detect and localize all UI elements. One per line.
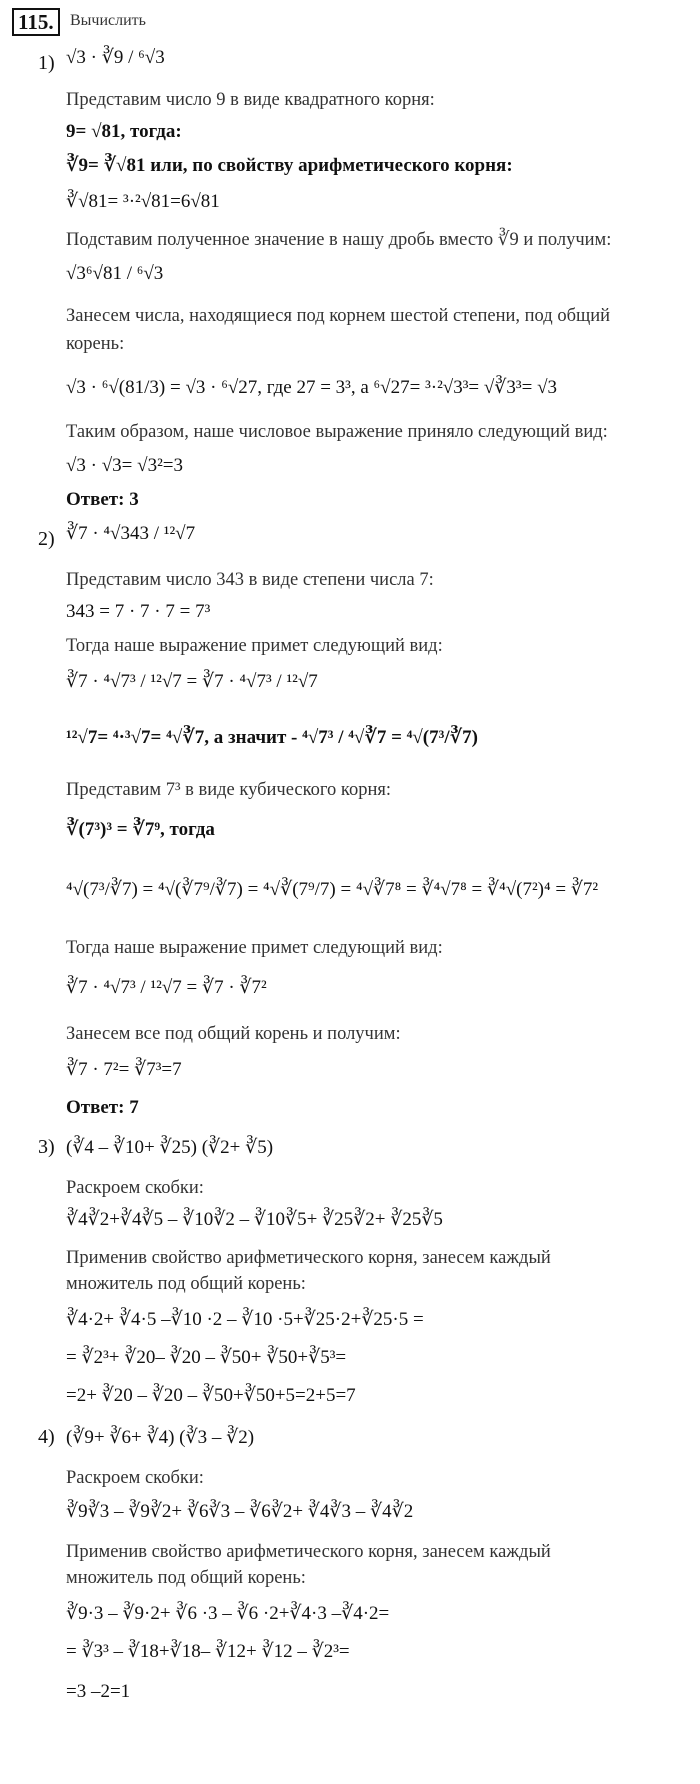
math-line: ¹²√7= ⁴·³√7= ⁴√∛7, а значит - ⁴√7³ / ⁴√∛7 = ⁴√(7³/∛7) (66, 727, 478, 748)
math-line: √3 · ⁶√(81/3) = √3 · ⁶√27, где 27 = 3³, а ⁶√27= ³·²√3³= √∛3³= √3 (66, 377, 558, 398)
math-line: ∛9= ∛√81 или, по свойству арифметического корня: (66, 155, 513, 176)
expression-line: √3 · ∛9 / ⁶√3 (66, 47, 165, 68)
math-line: ∛9·3 – ∛9·2+ ∛6 ·3 – ∛6 ·2+∛4·3 –∛4·2= (66, 1603, 390, 1624)
explanation-line: Тогда наше выражение примет следующий вид: (66, 938, 443, 958)
explanation-line: Представим число 343 в виде степени числа 7: (66, 570, 434, 590)
math-line: ∛√81= ³·²√81=6√81 (66, 191, 220, 212)
explanation-line: Представим число 9 в виде квадратного корня: (66, 90, 435, 110)
item-label: 1) (38, 52, 55, 74)
expression-line: ∛7 · ⁴√343 / ¹²√7 (66, 523, 196, 544)
math-line: 343 = 7 · 7 · 7 = 7³ (66, 601, 211, 622)
explanation-line: множитель под общий корень: (66, 1274, 306, 1294)
math-line: √3⁶√81 / ⁶√3 (66, 263, 164, 284)
task-number: 115. (12, 8, 60, 36)
explanation-line: Раскроем скобки: (66, 1468, 204, 1488)
explanation-line: Таким образом, наше числовое выражение приняло следующий вид: (66, 422, 608, 442)
expression-line: (∛9+ ∛6+ ∛4) (∛3 – ∛2) (66, 1427, 255, 1448)
explanation-line: Занесем числа, находящиеся под корнем шестой степени, под общий (66, 306, 611, 326)
explanation-line: Тогда наше выражение примет следующий вид: (66, 636, 443, 656)
explanation-line: множитель под общий корень: (66, 1568, 306, 1588)
explanation-line: Представим 7³ в виде кубического корня: (66, 780, 391, 800)
explanation-line: Раскроем скобки: (66, 1178, 204, 1198)
explanation-line: Применив свойство арифметического корня, занесем каждый (66, 1542, 551, 1562)
math-line: ∛7 · 7²= ∛7³=7 (66, 1059, 182, 1080)
math-line: =2+ ∛20 – ∛20 – ∛50+∛50+5=2+5=7 (66, 1385, 356, 1406)
math-line: = ∛3³ – ∛18+∛18– ∛12+ ∛12 – ∛2³= (66, 1641, 350, 1662)
item-label: 3) (38, 1136, 55, 1158)
item-label: 2) (38, 528, 55, 550)
answer-line: Ответ: 3 (66, 489, 139, 510)
item-label: 4) (38, 1426, 55, 1448)
math-line: 9= √81, тогда: (66, 121, 182, 142)
answer-line: Ответ: 7 (66, 1097, 139, 1118)
math-line: =3 –2=1 (66, 1681, 131, 1702)
explanation-line: Применив свойство арифметического корня, занесем каждый (66, 1248, 551, 1268)
task-title: Вычислить (70, 12, 146, 29)
explanation-line: корень: (66, 334, 125, 354)
math-line: √3 · √3= √3²=3 (66, 455, 183, 476)
math-line: ∛(7³)³ = ∛7⁹, тогда (66, 819, 215, 840)
math-line: ∛7 · ⁴√7³ / ¹²√7 = ∛7 · ⁴√7³ / ¹²√7 (66, 671, 318, 692)
explanation-line: Подставим полученное значение в нашу дробь вместо ∛9 и получим: (66, 230, 612, 250)
explanation-line: Занесем все под общий корень и получим: (66, 1024, 401, 1044)
math-line: ∛9∛3 – ∛9∛2+ ∛6∛3 – ∛6∛2+ ∛4∛3 – ∛4∛2 (66, 1501, 414, 1522)
math-line: ⁴√(7³/∛7) = ⁴√(∛7⁹/∛7) = ⁴√∛(7⁹/7) = ⁴√∛7⁸ = ∛⁴√7⁸ = ∛⁴√(7²)⁴ = ∛7² (66, 879, 599, 900)
math-line: ∛4∛2+∛4∛5 – ∛10∛2 – ∛10∛5+ ∛25∛2+ ∛25∛5 (66, 1209, 443, 1230)
math-line: ∛7 · ⁴√7³ / ¹²√7 = ∛7 · ∛7² (66, 977, 267, 998)
expression-line: (∛4 – ∛10+ ∛25) (∛2+ ∛5) (66, 1137, 274, 1158)
math-line: = ∛2³+ ∛20– ∛20 – ∛50+ ∛50+∛5³= (66, 1347, 347, 1368)
math-line: ∛4·2+ ∛4·5 –∛10 ·2 – ∛10 ·5+∛25·2+∛25·5 = (66, 1309, 424, 1330)
